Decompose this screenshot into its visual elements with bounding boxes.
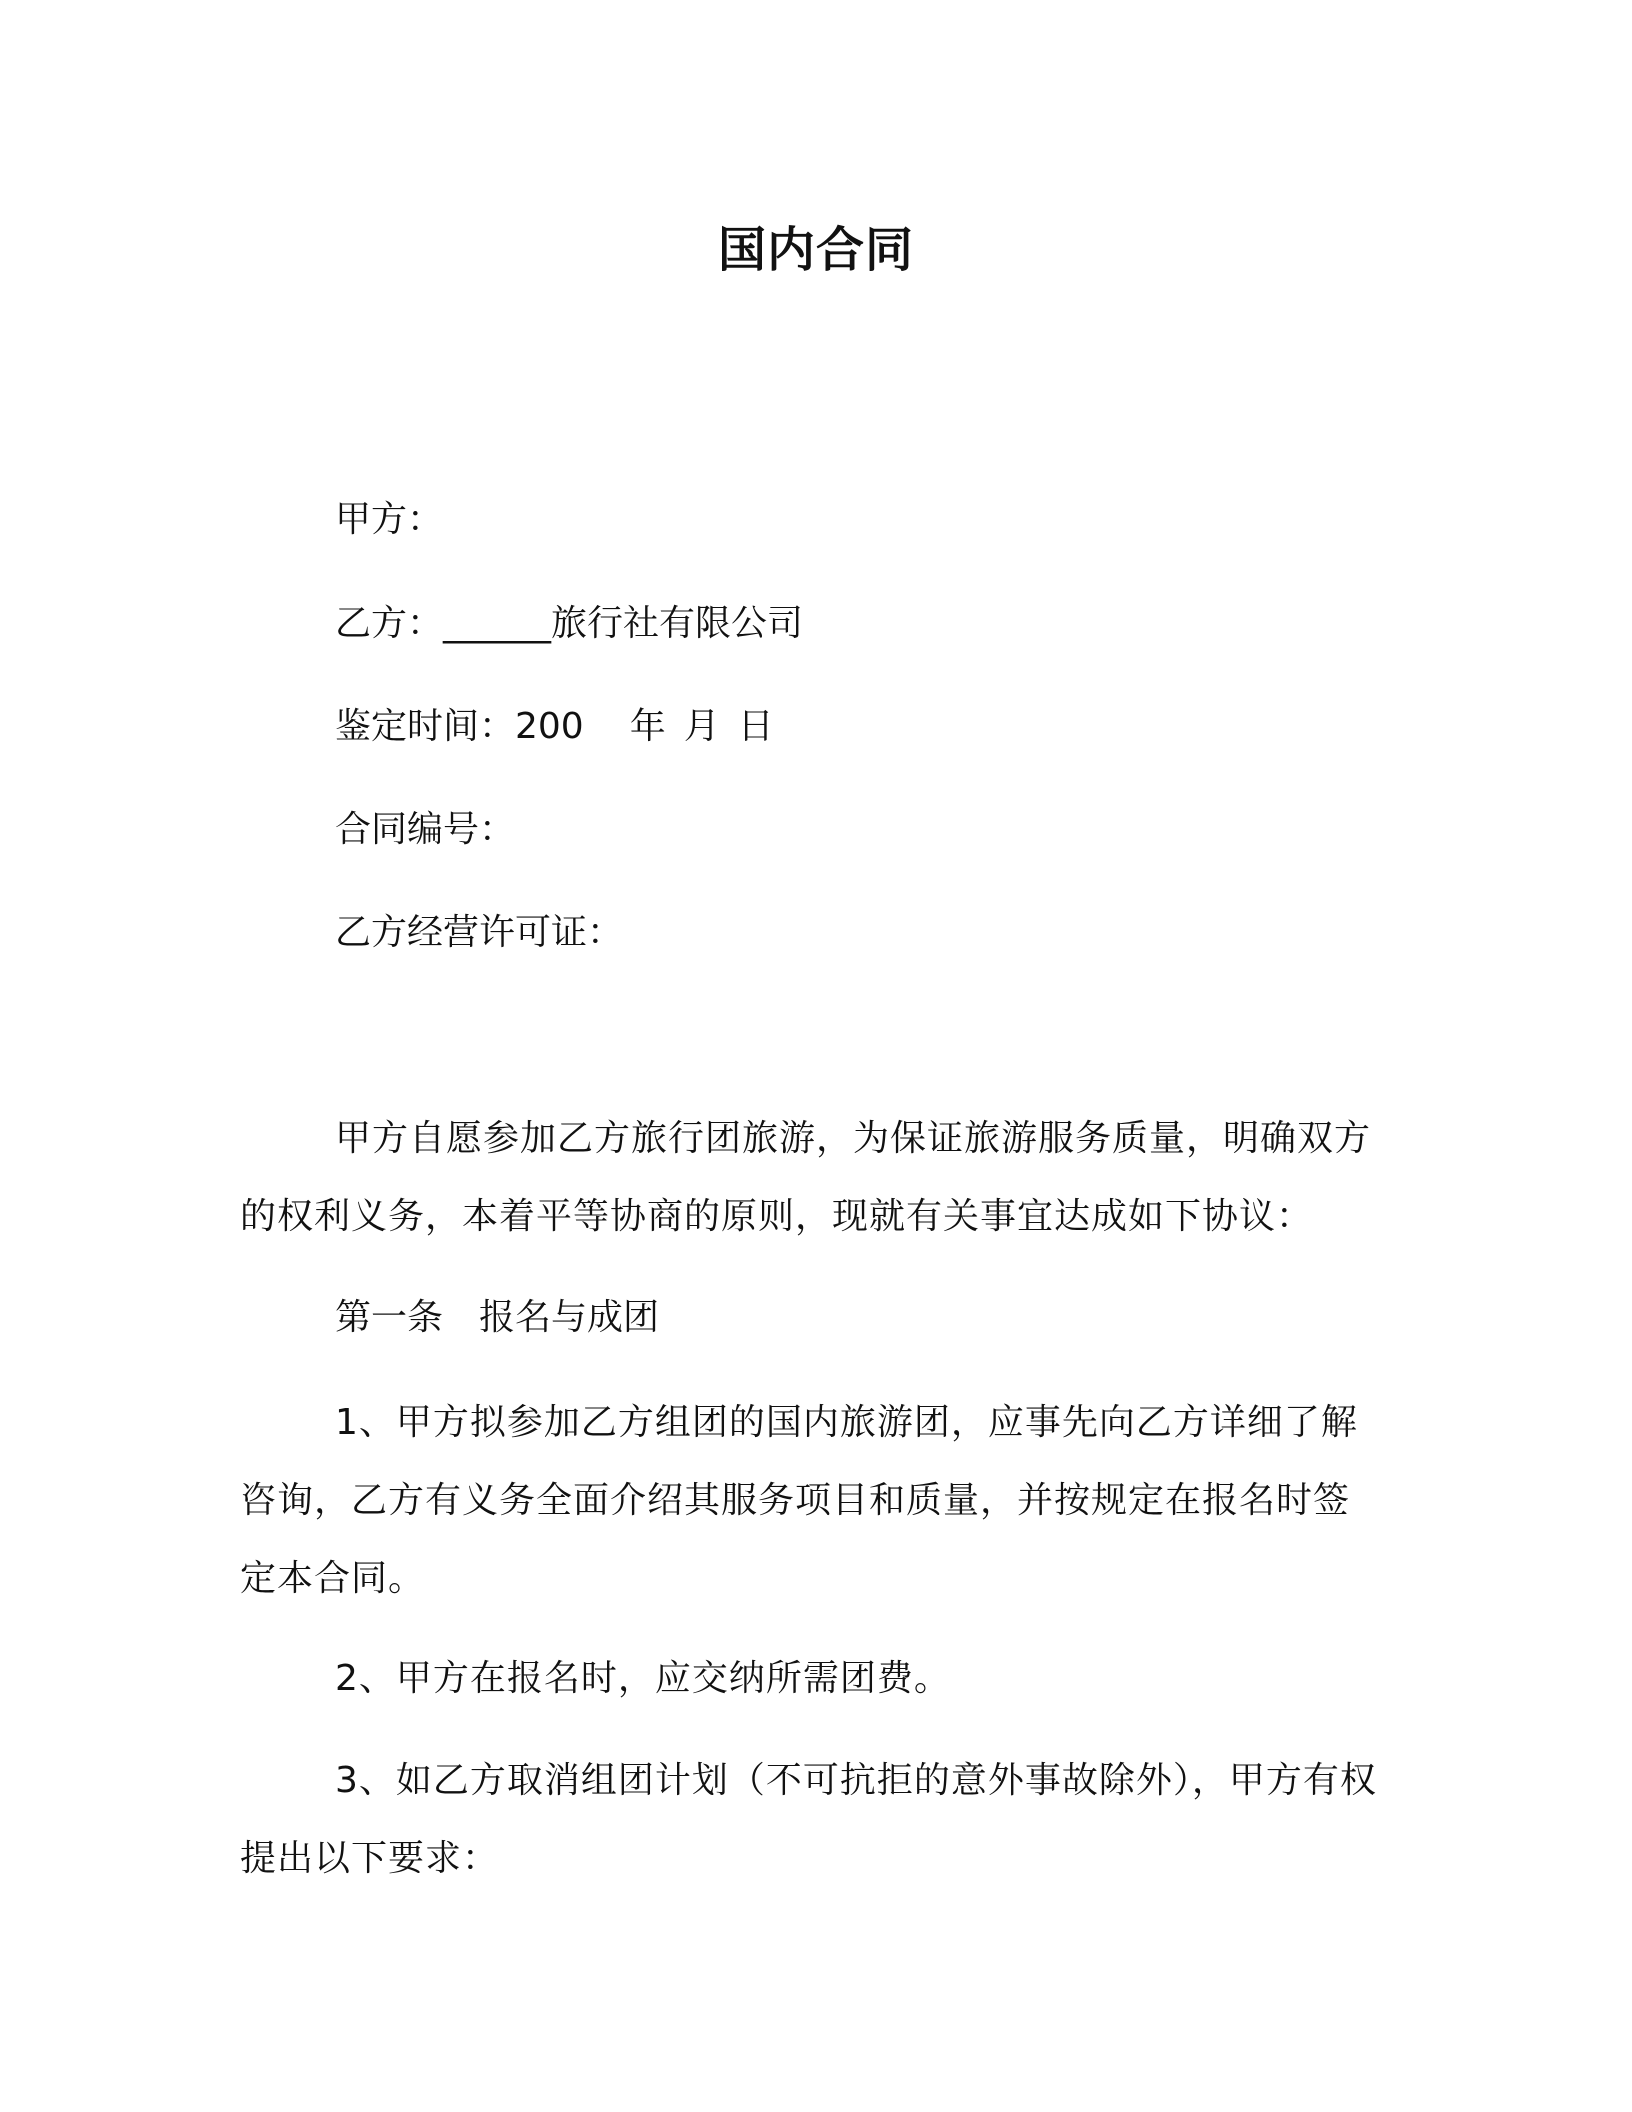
contract-number-field: 合同编号：: [335, 809, 516, 850]
date-label: 鉴定时间：200: [335, 706, 584, 747]
clause-2: 2、甲方在报名时，应交纳所需团费。: [335, 1658, 951, 1699]
date-field: [335, 703, 774, 751]
intro-paragraph: 甲方自愿参加乙方旅行团旅游，为保证旅游服务质量，明确双方的权利义务，本着平等协商的原则，现就有关事宜达成如下协议：: [240, 1118, 1372, 1237]
date-year: 年: [629, 706, 666, 747]
date-day: 日: [737, 706, 774, 747]
party-b-field: 乙方：______旅行社有限公司: [335, 603, 804, 644]
date-month: 月: [683, 706, 720, 747]
clause-1: 1、甲方拟参加乙方组团的国内旅游团，应事先向乙方详细了解咨询，乙方有义务全面介绍其服务项目和质量，并按规定在报名时签定本合同。: [240, 1402, 1358, 1599]
document-title: 国内合同: [717, 222, 914, 278]
clause-3: 3、如乙方取消组团计划（不可抗拒的意外事故除外），甲方有权提出以下要求：: [240, 1760, 1377, 1879]
article-1-heading: 第一条 报名与成团: [335, 1297, 660, 1338]
license-field: 乙方经营许可证：: [335, 912, 624, 953]
party-a-field: 甲方：: [335, 499, 444, 540]
